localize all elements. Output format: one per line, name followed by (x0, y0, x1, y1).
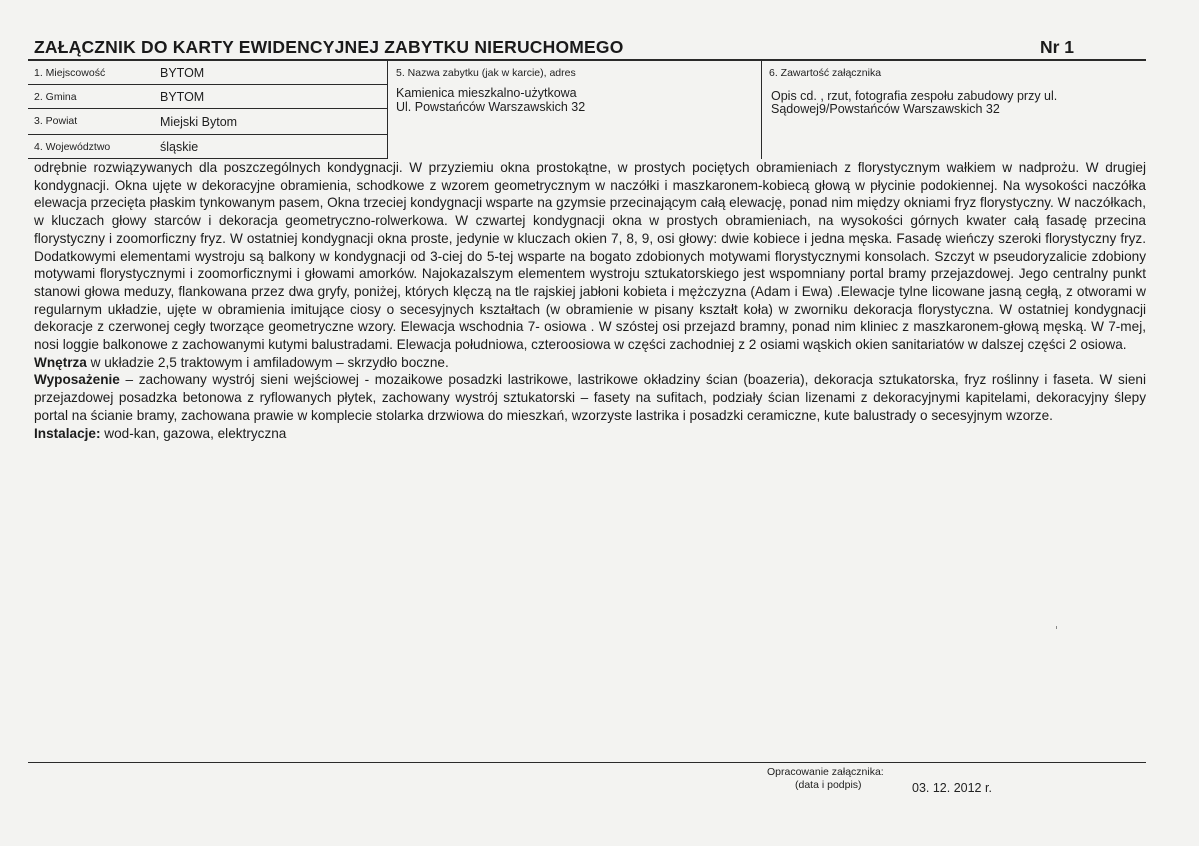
document-title: ZAŁĄCZNIK DO KARTY EWIDENCYJNEJ ZABYTKU NIERUCHOMEGO (34, 37, 624, 57)
wnetrza-label: Wnętrza (34, 354, 87, 370)
grid-row-rule-2 (28, 108, 388, 109)
wyposazenie-text: – zachowany wystrój sieni wejściowej - mozaikowe posadzki lastrikowe, lastrikowe okładziny ścian (boazeria), dekoracja sztukatorska, fryz roślinny i faseta. W sieni przejazdowej posadzka betonowa z ryflowanych płytek, zachowany wystrój sztukatorski – fasety na sufitach, podziały ścian lizenami z dekoracyjnymi kapitelami, dekoracyjny ślepy portal na ścianie bramy, zachowana prawie w komplecie stolarka drzwiowa do mieszkań, wzorzyste lastrika i posadzki ceramiczne, kute balustrady o secesyjnym wzorze. (34, 372, 1146, 423)
instalacje-label: Instalacje: (34, 425, 101, 441)
instalacje-text: wod-kan, gazowa, elektryczna (100, 425, 287, 441)
grid-row-rule-3 (28, 134, 388, 135)
gmina-label: 2. Gmina (34, 91, 77, 103)
wojewodztwo-label: 4. Województwo (34, 141, 111, 153)
gmina-value: BYTOM (160, 90, 205, 104)
miejscowosc-label: 1. Miejscowość (34, 67, 106, 79)
grid-vline-1 (387, 60, 388, 159)
scan-speck (1056, 626, 1057, 629)
zawartosc-label: 6. Zawartość załącznika (769, 67, 882, 79)
wyposazenie-section (34, 371, 1146, 424)
miejscowosc-value: BYTOM (160, 66, 205, 80)
preparation-date: 03. 12. 2012 r. (912, 781, 992, 795)
footer-rule (28, 762, 1146, 763)
wnetrza-section (34, 354, 1146, 372)
date-and-signature-label: (data i podpis) (795, 779, 862, 791)
description-body (34, 159, 1146, 442)
header-top-rule (28, 59, 1146, 61)
wyposazenie-label: Wyposażenie (34, 372, 120, 388)
grid-row-rule-1 (28, 84, 388, 85)
nazwa-zabytku-line2: Ul. Powstańców Warszawskich 32 (396, 100, 586, 114)
nazwa-zabytku-line1: Kamienica mieszkalno-użytkowa (396, 86, 577, 100)
attachment-number: Nr 1 (1040, 37, 1075, 57)
zawartosc-line1: Opis cd. , rzut, fotografia zespołu zabudowy przy ul. (771, 89, 1058, 103)
prepared-by-label: Opracowanie załącznika: (767, 766, 884, 778)
powiat-label: 3. Powiat (34, 115, 78, 127)
zawartosc-line2: Sądowej9/Powstańców Warszawskich 32 (771, 102, 1000, 116)
wnetrza-text: w układzie 2,5 traktowym i amfiladowym – skrzydło boczne. (86, 354, 449, 370)
instalacje-section (34, 425, 1146, 443)
grid-vline-2 (761, 60, 762, 159)
powiat-value: Miejski Bytom (160, 115, 238, 129)
wojewodztwo-value: śląskie (160, 140, 199, 154)
nazwa-zabytku-label: 5. Nazwa zabytku (jak w karcie), adres (396, 67, 576, 79)
description-paragraph: odrębnie rozwiązywanych dla poszczególnych kondygnacji. W przyziemiu okna prostokątne, w prostych pociętych obramieniach z florystycznym wałkiem w nadprożu. W drugiej kondygnacji. Okna ujęte w dekoracyjne obramienia, schodkowe z wzorem geometrycznym w naczółki i maszkaronem-kobiecą głową w płycinie podokiennej. Na wysokości naczółka elewacja przecięta płaskim tynkowanym pasem, Okna trzeciej kondygnacji wsparte na gzymsie przecinającym całą elewację, ponad nim między okniami fryz florystyczny. W naczółkach, w kluczach głowy starców i dekoracja geometryczno-rolwerkowa. W czwartej kondygnacji okna w prostych obramieniach, na wysokości górnych kwater całą fasadę przecina florystyczny i zoomorficzny fryz. W ostatniej kondygnacji okna proste, jedynie w kluczach okien 7, 8, 9, osi głowy: dwie kobiece i jedna męska. Fasadę wieńczy szeroki florystyczny fryz. Dodatkowymi elementami wystroju są balkony w kondygnacji od 3-ciej do 5-tej wsparte na bogato zdobionych motywami florystycznymi konsolach. Szczyt w pseudoryzalicie zdobiony motywami florystycznymi i zoomorficznymi i głowami amorków. Najokazalszym elementem wystroju sztukatorskiego jest wspomniany portal bramy przejazdowej. Jego centralny punkt stanowi głowa meduzy, flankowana przez dwa gryfy, poniżej, których klęczą na tle rajskiej jabłoni kobieta i mężczyzna (Adam i Ewa) .Elewacje tylne licowane jasną cegłą, z otworami w regularnym układzie, ujęte w obramienia imitujące ciosy o secesyjnych kształtach (w obramienie w pisany kształt koła) w zworniku dekoracja florystyczna. W ostatniej kondygnacji dekoracje z czerwonej cegły tworzące geometryczne wzory. Elewacja wschodnia 7- osiowa . W szóstej osi przejazd bramny, ponad nim kliniec z maszkaronem-głową męską. W 7-mej, nosi loggie balkonowe z zachowanymi kutymi balustradami. Elewacja południowa, czteroosiowa w części zachodniej z 2 osiami wąskich okien sanitariatów w dalszej części 2 osiowa. (34, 160, 1146, 353)
